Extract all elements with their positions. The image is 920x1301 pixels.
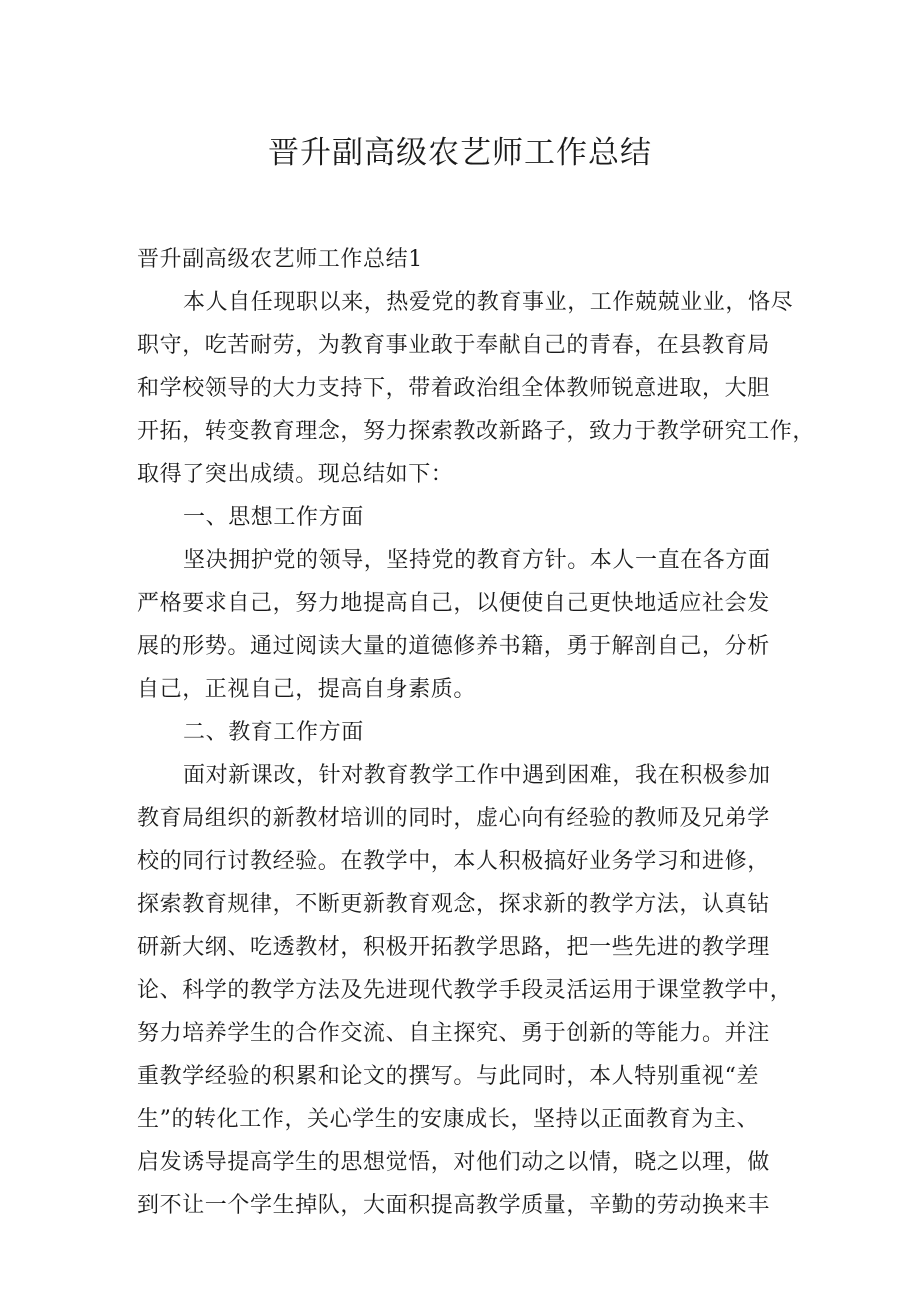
- document-body: [137, 238, 816, 1227]
- paragraph-line: 取得了突出成绩。现总结如下：: [137, 462, 454, 487]
- document-title: 晋升副高级农艺师工作总结: [268, 135, 652, 171]
- paragraph-line: 开拓，转变教育理念，努力探索教改新路子，致力于教学研究工作，: [137, 419, 816, 444]
- paragraph-line: 教育局组织的新教材培训的同时，虚心向有经验的教师及兄弟学: [137, 806, 770, 831]
- paragraph-line: 努力培养学生的合作交流、自主探究、勇于创新的等能力。并注: [137, 1021, 770, 1046]
- section-heading: 二、教育工作方面: [183, 720, 364, 745]
- paragraph-line: 重教学经验的积累和论文的撰写。与此同时，本人特别重视“差: [137, 1064, 760, 1089]
- section-heading: 一、思想工作方面: [183, 505, 364, 530]
- paragraph-line: 和学校领导的大力支持下，带着政治组全体教师锐意进取，大胆: [137, 376, 770, 401]
- paragraph-line: 启发诱导提高学生的思想觉悟，对他们动之以情，晓之以理，做: [137, 1150, 770, 1175]
- paragraph-line: 面对新课改，针对教育教学工作中遇到困难，我在积极参加: [183, 763, 771, 788]
- section-heading: 晋升副高级农艺师工作总结1: [137, 247, 423, 272]
- paragraph-line: 校的同行讨教经验。在教学中，本人积极搞好业务学习和进修，: [137, 849, 770, 874]
- paragraph-line: 严格要求自己，努力地提高自己，以便使自己更快地适应社会发: [137, 591, 770, 616]
- paragraph-line: 论、科学的教学方法及先进现代教学手段灵活运用于课堂教学中，: [137, 978, 793, 1003]
- paragraph-line: 探索教育规律，不断更新教育观念，探求新的教学方法，认真钻: [137, 892, 770, 917]
- paragraph-line: 自己，正视自己，提高自身素质。: [137, 677, 477, 702]
- paragraph-line: 职守，吃苦耐劳，为教育事业敢于奉献自己的青春，在县教育局: [137, 333, 770, 358]
- paragraph-line: 展的形势。通过阅读大量的道德修养书籍，勇于解剖自己，分析: [137, 634, 770, 659]
- paragraph-line: 坚决拥护党的领导，坚持党的教育方针。本人一直在各方面: [183, 548, 771, 573]
- paragraph-line: 生”的转化工作，关心学生的安康成长，坚持以正面教育为主、: [137, 1107, 760, 1132]
- paragraph-line: 本人自任现职以来，热爱党的教育事业，工作兢兢业业，恪尽: [183, 290, 794, 315]
- paragraph-line: 研新大纲、吃透教材，积极开拓教学思路，把一些先进的教学理: [137, 935, 770, 960]
- paragraph-line: 到不让一个学生掉队，大面积提高教学质量，辛勤的劳动换来丰: [137, 1193, 770, 1218]
